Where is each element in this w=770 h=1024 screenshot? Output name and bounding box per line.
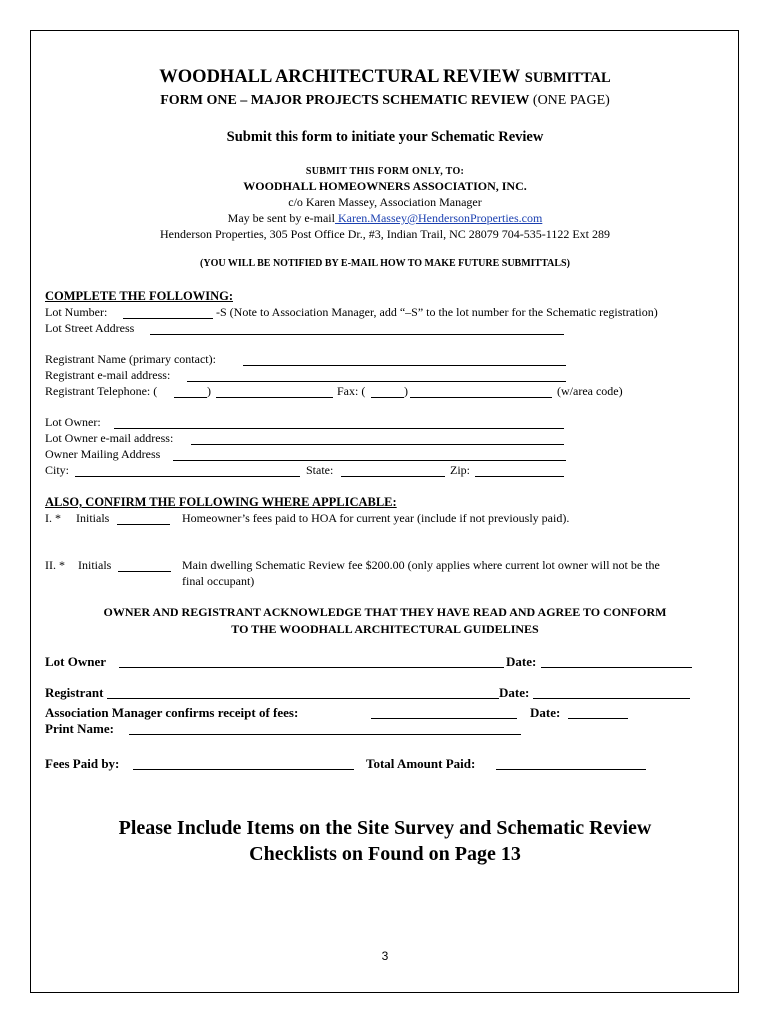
lot-number-note: -S (Note to Association Manager, add “–S” to the lot number for the Schematic registration) [216, 305, 658, 319]
registrant-date-label: Date: [499, 685, 530, 700]
assoc-manager-label: Association Manager confirms receipt of fees: [45, 705, 299, 720]
acknowledge-line1: OWNER AND REGISTRANT ACKNOWLEDGE THAT THEY HAVE READ AND AGREE TO CONFORM [103, 605, 667, 619]
total-amount-field[interactable] [496, 769, 646, 770]
lot-street-label: Lot Street Address [45, 321, 135, 335]
complete-heading: COMPLETE THE FOLLOWING: [45, 289, 233, 303]
registrant-email-label: Registrant e-mail address: [45, 368, 171, 382]
lot-owner-signature-label: Lot Owner [45, 654, 107, 669]
item2-text-line1: Main dwelling Schematic Review fee $200.00 (only applies where current lot owner will not be the [182, 558, 660, 572]
email-line [0, 212, 770, 224]
item2-text-line2: final occupant) [182, 574, 255, 588]
fax-number-field[interactable] [410, 397, 552, 398]
registrant-area-code-field[interactable] [174, 397, 207, 398]
lot-owner-date-field[interactable] [541, 667, 692, 668]
registrant-phone-field[interactable] [216, 397, 333, 398]
form-title [0, 68, 770, 87]
item1-initials-field[interactable] [117, 524, 170, 525]
zip-field[interactable] [475, 476, 564, 477]
email-link[interactable]: Karen.Massey@HendersonProperties.com [334, 211, 543, 225]
lot-owner-signature-field[interactable] [119, 667, 504, 668]
subtitle-tail: (ONE PAGE) [532, 93, 610, 108]
fax-label: Fax: ( [337, 384, 366, 398]
page-number: 3 [381, 949, 389, 963]
item2-initials-label: Initials [78, 558, 112, 572]
item1-number: I. * [45, 511, 61, 525]
checklist-note-line1: Please Include Items on the Site Survey and Schematic Review [118, 817, 652, 839]
item2-initials-field[interactable] [118, 571, 171, 572]
lot-street-field[interactable] [150, 334, 564, 335]
lot-owner-field[interactable] [114, 428, 564, 429]
fees-paid-by-label: Fees Paid by: [45, 756, 120, 771]
assoc-date-field[interactable] [568, 718, 628, 719]
paren-close-1: ) [207, 384, 211, 398]
lot-number-field[interactable] [123, 318, 213, 319]
city-label: City: [45, 463, 70, 477]
print-name-label: Print Name: [45, 721, 114, 736]
lot-owner-email-field[interactable] [191, 444, 564, 445]
owner-mailing-field[interactable] [173, 460, 566, 461]
paren-close-2: ) [404, 384, 408, 398]
title-main: WOODHALL ARCHITECTURAL REVIEW [159, 67, 521, 87]
registrant-signature-label: Registrant [45, 685, 104, 700]
state-label: State: [306, 463, 334, 477]
item2-number: II. * [45, 558, 65, 572]
form-subtitle [0, 94, 770, 108]
lot-owner-email-label: Lot Owner e-mail address: [45, 431, 174, 445]
lot-number-label: Lot Number: [45, 305, 108, 319]
fees-paid-by-field[interactable] [133, 769, 354, 770]
lot-owner-date-label: Date: [506, 654, 537, 669]
registrant-signature-field[interactable] [107, 698, 499, 699]
email-prefix: May be sent by e-mail [227, 211, 335, 225]
notice-text: (YOU WILL BE NOTIFIED BY E-MAIL HOW TO MAKE FUTURE SUBMITTALS) [200, 258, 570, 269]
submit-heading: SUBMIT THIS FORM ONLY, TO: [305, 166, 465, 177]
owner-mailing-label: Owner Mailing Address [45, 447, 161, 461]
fax-area-code-field[interactable] [371, 397, 404, 398]
registrant-phone-label: Registrant Telephone: ( [45, 384, 158, 398]
checklist-note-line2: Checklists on Found on Page 13 [249, 843, 521, 865]
title-tail: SUBMITTAL [524, 70, 611, 86]
zip-label: Zip: [450, 463, 470, 477]
print-name-field[interactable] [129, 734, 521, 735]
registrant-date-field[interactable] [533, 698, 690, 699]
assoc-date-label: Date: [530, 705, 561, 720]
city-field[interactable] [75, 476, 300, 477]
item1-initials-label: Initials [76, 511, 110, 525]
registrant-name-field[interactable] [243, 365, 566, 366]
state-field[interactable] [341, 476, 445, 477]
office-address: Henderson Properties, 305 Post Office Dr., #3, Indian Trail, NC 28079 704-535-1122 Ext 289 [160, 227, 610, 241]
area-code-note: (w/area code) [557, 384, 623, 398]
lot-owner-label: Lot Owner: [45, 415, 101, 429]
item1-text: Homeowner’s fees paid to HOA for current year (include if not previously paid). [182, 511, 570, 525]
acknowledge-line2: TO THE WOODHALL ARCHITECTURAL GUIDELINES [231, 622, 539, 636]
registrant-email-field[interactable] [187, 381, 566, 382]
subtitle-main: FORM ONE – MAJOR PROJECTS SCHEMATIC REVIEW [160, 93, 530, 108]
registrant-name-label: Registrant Name (primary contact): [45, 352, 216, 366]
total-amount-label: Total Amount Paid: [366, 756, 476, 771]
intro-text: Submit this form to initiate your Schematic Review [226, 129, 544, 145]
care-of: c/o Karen Massey, Association Manager [288, 195, 482, 209]
confirm-heading: ALSO, CONFIRM THE FOLLOWING WHERE APPLICABLE: [45, 495, 397, 509]
hoa-name: WOODHALL HOMEOWNERS ASSOCIATION, INC. [243, 179, 527, 193]
assoc-manager-field[interactable] [371, 718, 517, 719]
